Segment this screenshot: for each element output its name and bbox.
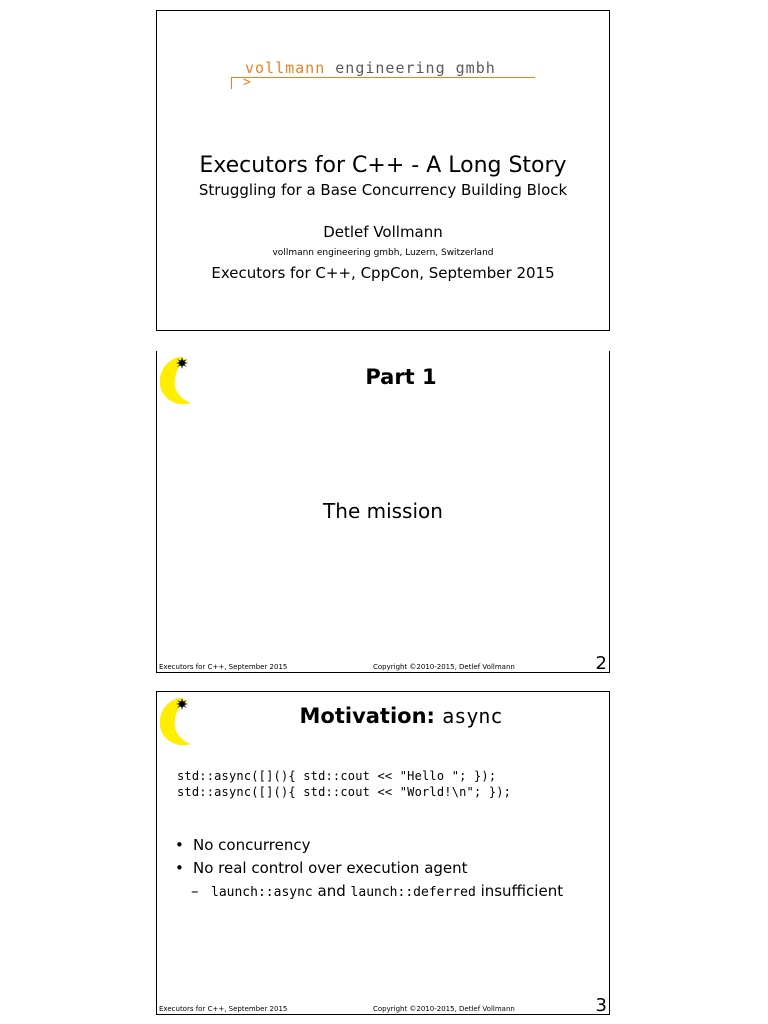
presentation-subtitle: Struggling for a Base Concurrency Building Block [198,181,568,199]
bullet-list [175,834,605,904]
motivation-slide [156,691,610,1015]
code-block [177,768,511,800]
logo-arrow-icon: > [243,75,251,90]
slide-body-text: The mission [323,499,443,523]
logo-underline [231,77,535,78]
part-slide [156,351,610,673]
page-number: 3 [595,995,607,1015]
list-item: • No concurrency [175,834,605,857]
author-name: Detlef Vollmann [323,223,443,241]
slide-title: Motivation: async [299,704,503,728]
footer-left: Executors for C++, September 2015 [159,1005,288,1013]
title-slide [156,10,610,331]
presentation-title: Executors for C++ - A Long Story [199,153,567,178]
list-item: • No real control over execution agent [175,857,605,880]
footer-copyright: Copyright ©2010-2015, Detlef Vollmann [373,1005,515,1013]
code-line: std::async([](){ std::cout << "World!\n"; }); [177,785,512,799]
company-logo [229,59,539,99]
footer-copyright: Copyright ©2010-2015, Detlef Vollmann [373,663,515,671]
footer-left: Executors for C++, September 2015 [159,663,288,671]
page-number: 2 [595,653,607,673]
code-line: std::async([](){ std::cout << "Hello "; }); [177,769,497,783]
logo-bracket [231,77,232,89]
sub-list-item: – launch::async and launch::deferred insufficient [191,882,564,900]
event-name: Executors for C++, CppCon, September 2015 [211,264,555,282]
logo-text: vollmann engineering gmbh [245,59,496,77]
slide-title: Part 1 [365,365,437,389]
author-affiliation: vollmann engineering gmbh, Luzern, Switzerland [272,248,494,258]
